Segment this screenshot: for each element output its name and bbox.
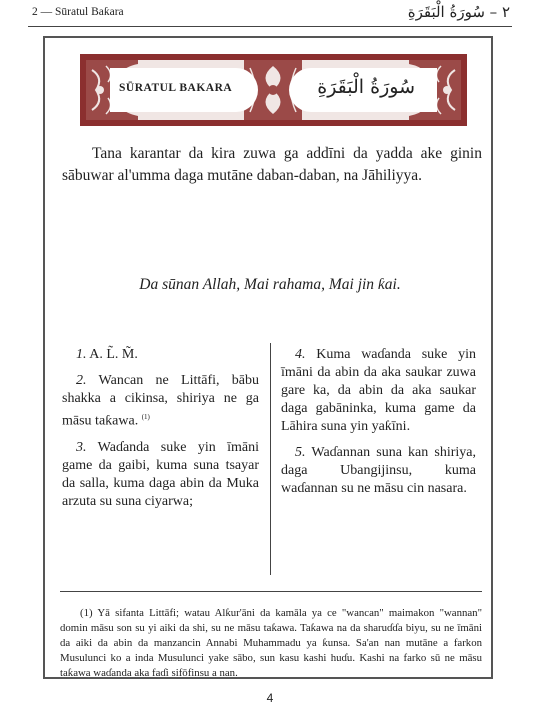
surah-banner bbox=[80, 54, 467, 126]
verse-text: A. L̃. M̃. bbox=[86, 347, 138, 362]
verse-text: Kuma waɗanda suke yin īmāni da abin da aka saukar zuwa gare ka, da abin da aka saukar daga gabāninka, kuma game da Lāhira suna yin yaƙīni. bbox=[281, 347, 476, 434]
verse-5 bbox=[281, 444, 476, 498]
surah-title-latin: SŪRATUL BAKARA bbox=[119, 82, 233, 94]
basmala: Da sūnan Allah, Mai rahama, Mai jin ƙai. bbox=[139, 276, 401, 293]
running-header-right: ٢ – سُورَةُ الْبَقَرَةِ bbox=[407, 3, 510, 21]
verse-2 bbox=[62, 372, 259, 431]
footnote-rule bbox=[60, 591, 482, 592]
surah-intro: Tana karantar da kira zuwa ga addīni da yadda ake ginin sābuwar al'umma daga mutāne daban-daban, na Jāhiliyya. bbox=[62, 145, 482, 184]
verse-1 bbox=[62, 346, 259, 364]
column-divider bbox=[270, 343, 271, 575]
verse-number: 2. bbox=[76, 373, 87, 388]
page-number: 4 bbox=[266, 691, 274, 705]
verse-number: 5. bbox=[295, 445, 306, 460]
surah-title-arabic: سُورَةُ الْبَقَرَةِ bbox=[317, 76, 415, 98]
verse-number: 3. bbox=[76, 439, 87, 455]
verse-4 bbox=[281, 346, 476, 436]
footnote-marker: (1) bbox=[141, 413, 150, 421]
banner-panel bbox=[86, 60, 461, 120]
verse-text: Wancan ne Littāfi, bābu shakka a cikinsa, shiriya ne ga māsu taƙawa. bbox=[62, 373, 259, 429]
header-rule bbox=[28, 26, 512, 27]
verse-text: Waɗanda suke yin īmāni game da gaibi, kuma suna tsayar da salla, kuma daga abin da Muka arzuta su suna ciyarwa; bbox=[62, 439, 259, 509]
verse-column-left bbox=[62, 346, 259, 519]
verse-3 bbox=[62, 439, 259, 511]
footnote: (1) Yā sifanta Littāfi; watau Alƙur'āni da kamāla ya ce "wancan" maimakon "wannan" domin māsu son su yi aiki da shi, su ne māsu taƙawa. Taƙawa na da sharuɗɗa biyu, su ne īmāni da aiki da abin da manzancin Annabi Muhammadu ya ƙunsa. Sa'an nan mutāne a farkon Musulunci ko a inda Musulunci yake sābo, sun kasu kashi huɗu. Kashi na farko sū ne māsu taƙawa waɗanda aka faɗi sifōfinsu a nan. bbox=[60, 607, 482, 679]
running-header-left: 2 — Sūratul Baƙara bbox=[32, 6, 124, 18]
verse-text: Waɗannan suna kan shiriya, daga Ubangijinsu, kuma waɗannan su ne māsu cin nasara. bbox=[281, 445, 476, 496]
verse-column-right bbox=[281, 346, 476, 506]
verse-number: 1. bbox=[76, 347, 87, 362]
verse-number: 4. bbox=[295, 347, 306, 362]
